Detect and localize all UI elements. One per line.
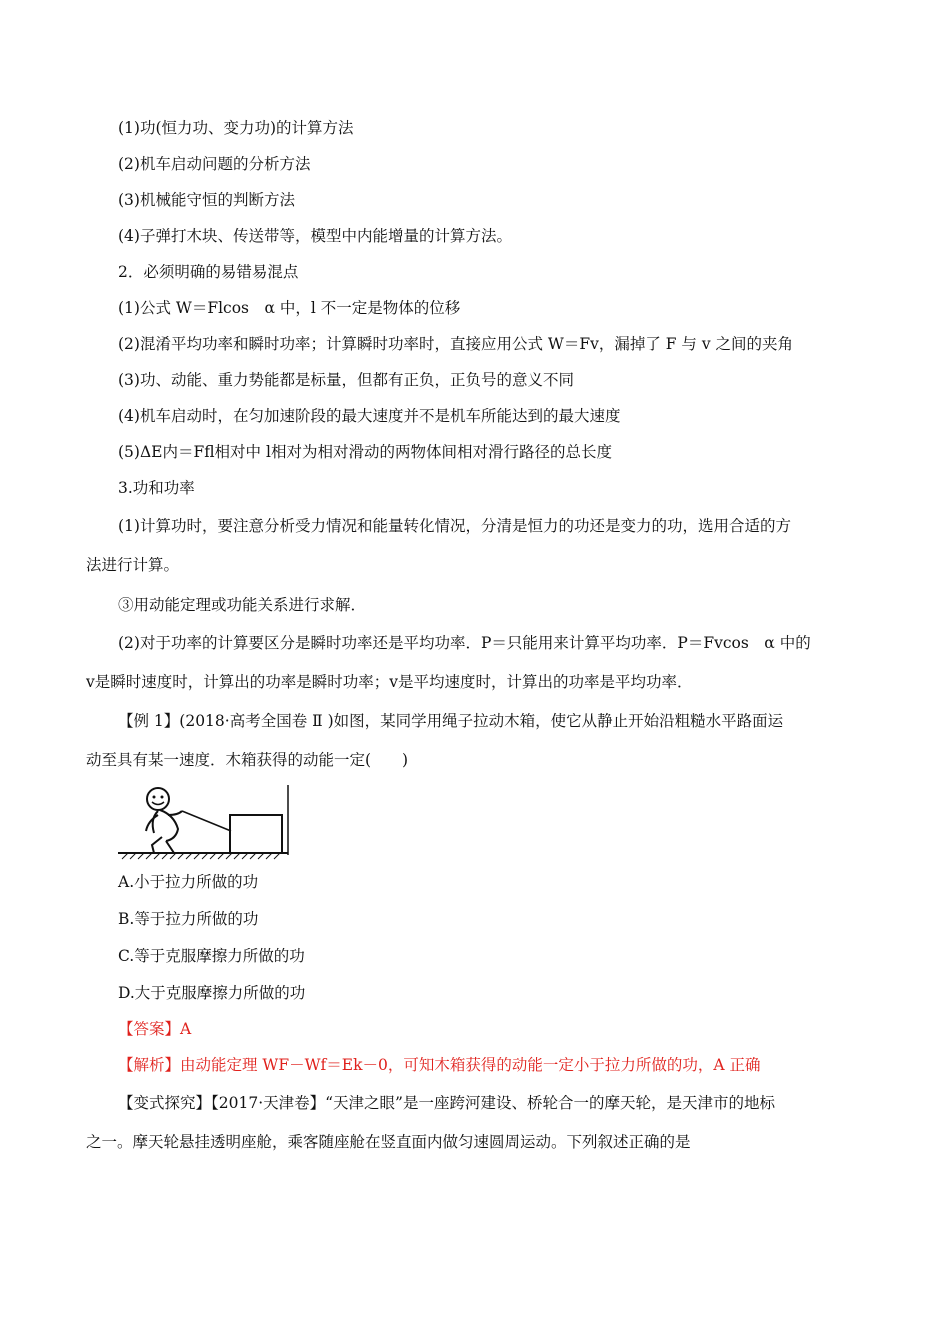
stick-figure-pulling-box-illustration <box>118 785 290 860</box>
list2-item-4: (4)机车启动时，在匀加速阶段的最大速度并不是机车所能达到的最大速度 <box>118 407 621 425</box>
list2-item-3: (3)功、动能、重力势能都是标量，但都有正负，正负号的意义不同 <box>118 371 574 389</box>
analysis-line: 【解析】由动能定理 WF－Wf＝Ek－0，可知木箱获得的动能一定小于拉力所做的功，A 正确 <box>118 1056 761 1074</box>
option-b: B.等于拉力所做的功 <box>118 910 259 928</box>
list1-item-1: (1)功(恒力功、变力功)的计算方法 <box>118 119 354 137</box>
option-a: A.小于拉力所做的功 <box>118 873 259 891</box>
variant-question: 【变式探究】【2017·天津卷】“天津之眼”是一座跨河建设、桥轮合一的摩天轮，是天津市的地标 <box>118 1094 775 1112</box>
list1-item-3: (3)机械能守恒的判断方法 <box>118 191 295 209</box>
section3-title: 3.功和功率 <box>118 479 195 497</box>
variant-question-cont: 之一。摩天轮悬挂透明座舱，乘客随座舱在竖直面内做匀速圆周运动。下列叙述正确的是 <box>86 1133 691 1151</box>
option-d: D.大于克服摩擦力所做的功 <box>118 984 306 1002</box>
section3-para-3-cont: v是瞬时速度时，计算出的功率是瞬时功率；v是平均速度时，计算出的功率是平均功率． <box>86 673 693 691</box>
section3-para-1-cont: 法进行计算。 <box>86 556 180 574</box>
section3-para-2: ③用动能定理或功能关系进行求解． <box>118 596 367 614</box>
list2-item-5: (5)ΔE内＝Ffl相对中 l相对为相对滑动的两物体间相对滑行路径的总长度 <box>118 443 612 461</box>
answer-line: 【答案】A <box>118 1020 192 1038</box>
section3-para-3: (2)对于功率的计算要区分是瞬时功率还是平均功率．P＝只能用来计算平均功率．P＝Fvcos α 中的 <box>118 634 811 652</box>
example1-question-cont: 动至具有某一速度．木箱获得的动能一定( ) <box>86 751 409 769</box>
list1-item-4: (4)子弹打木块、传送带等，模型中内能增量的计算方法。 <box>118 227 512 245</box>
list2-item-1: (1)公式 W＝Flcos α 中，l 不一定是物体的位移 <box>118 299 461 317</box>
section2-title: 2．必须明确的易错易混点 <box>118 263 299 281</box>
example1-question: 【例 1】(2018·高考全国卷 Ⅱ )如图，某同学用绳子拉动木箱，使它从静止开始沿粗糙水平路面运 <box>118 712 784 730</box>
option-c: C.等于克服摩擦力所做的功 <box>118 947 305 965</box>
list1-item-2: (2)机车启动问题的分析方法 <box>118 155 311 173</box>
list2-item-2: (2)混淆平均功率和瞬时功率；计算瞬时功率时，直接应用公式 W＝Fv，漏掉了 F 与 v 之间的夹角 <box>118 335 794 353</box>
section3-para-1: (1)计算功时，要注意分析受力情况和能量转化情况，分清是恒力的功还是变力的功，选用合适的方 <box>118 517 791 535</box>
